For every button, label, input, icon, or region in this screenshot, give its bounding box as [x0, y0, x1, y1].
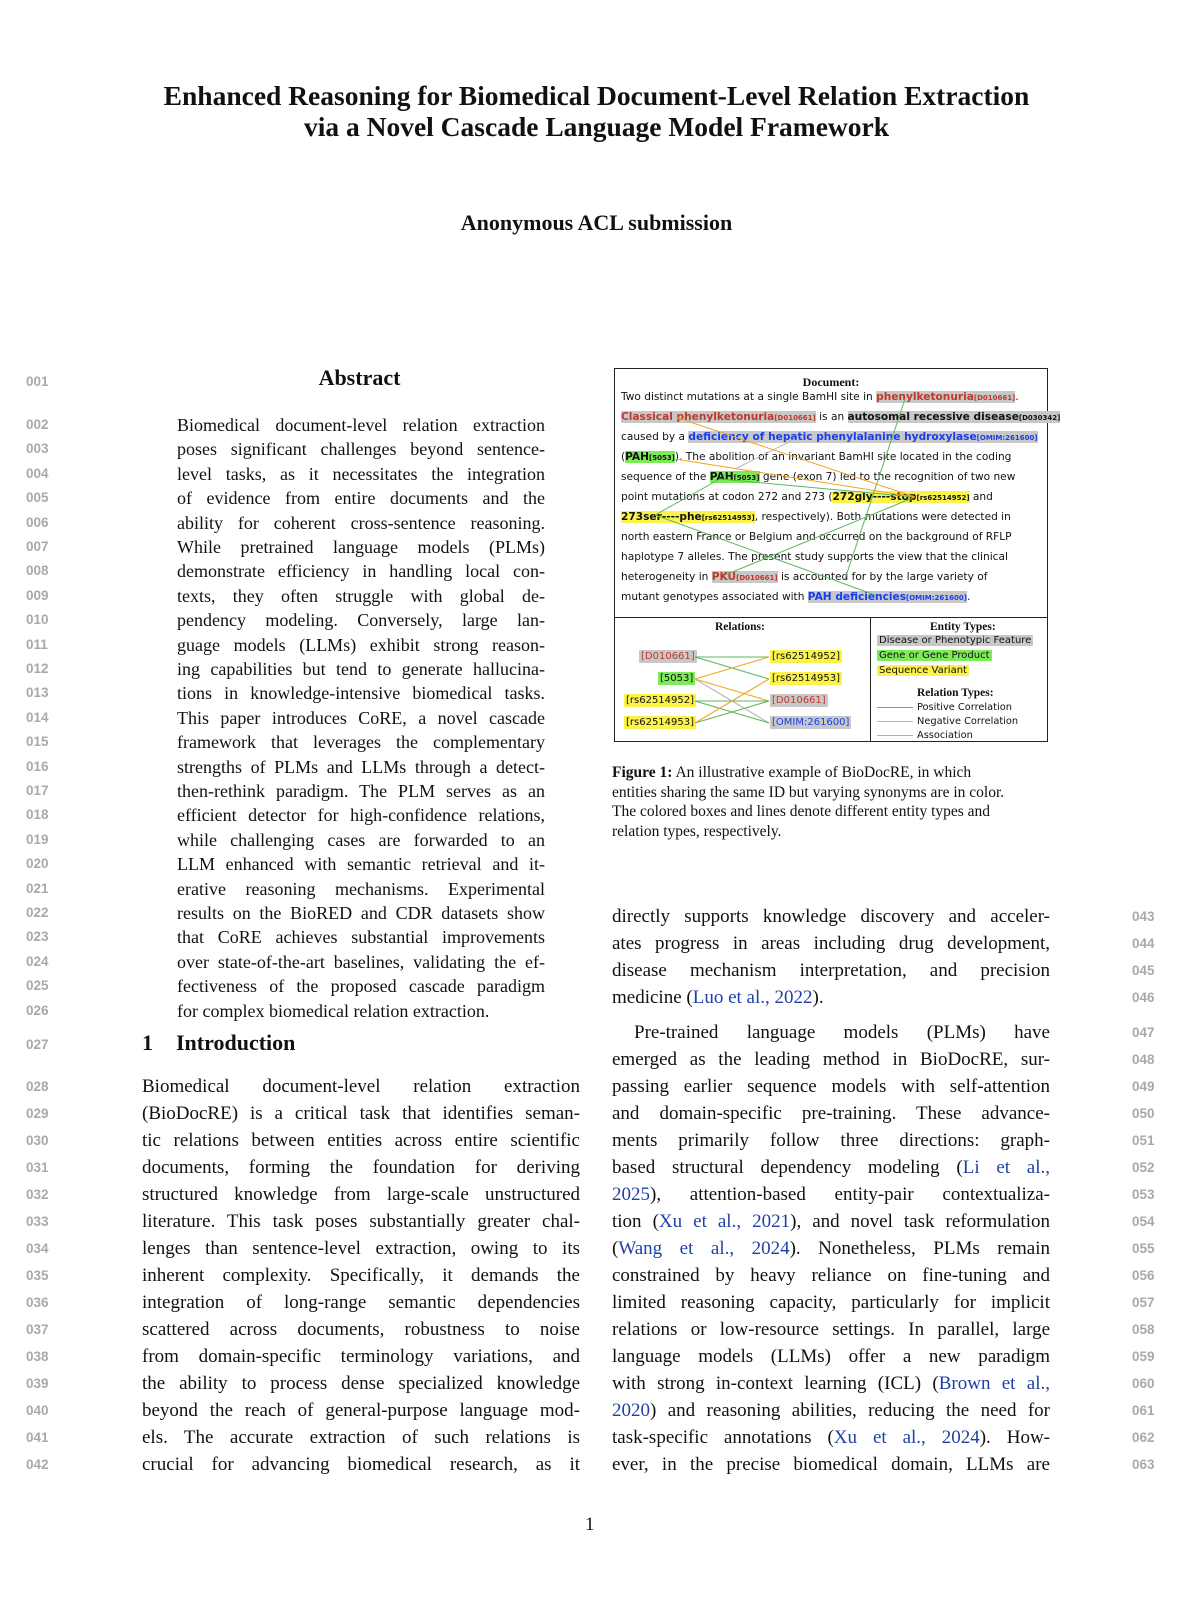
body-line: scattered across documents, robustness to noise [142, 1319, 580, 1340]
body-line: ever, in the precise biomedical domain, LLMs are [612, 1454, 1050, 1475]
citation-link[interactable]: Li et al., [962, 1157, 1051, 1178]
entity-text: PKU [711, 571, 737, 583]
citation-link[interactable]: Wang et al., 2024 [618, 1238, 790, 1259]
line-number: 030 [26, 1133, 49, 1148]
figure-1 [614, 368, 1061, 742]
body-text: ), attention-based entity-pair contextualiza- [650, 1184, 1050, 1205]
body-line: ates progress in areas including drug development, [612, 933, 1050, 954]
line-number: 028 [26, 1079, 49, 1094]
line-number: 015 [26, 734, 49, 750]
doc-line: north eastern France or Belgium and occurred on the background of RFLP [621, 531, 1012, 543]
citation-link[interactable]: Luo et al., 2022 [692, 987, 813, 1008]
page-number: 1 [585, 1514, 595, 1535]
line-number: 020 [26, 856, 49, 872]
body-line: integration of long-range semantic dependencies [142, 1292, 580, 1313]
line-number: 043 [1132, 909, 1155, 924]
caption-text: The colored boxes and lines denote different entity types and [612, 803, 991, 820]
line-number: 034 [26, 1241, 49, 1256]
line-number: 061 [1132, 1403, 1155, 1418]
line-number: 031 [26, 1160, 49, 1175]
relation-node-right: [rs62514952] [772, 651, 841, 662]
abstract-line: pendency modeling. Conversely, large lan- [177, 610, 545, 631]
abstract-line: ability for coherent cross-sentence reasoning. [177, 512, 545, 533]
entity-text: phenylketonuria [876, 391, 974, 403]
section-title: Introduction [176, 1030, 296, 1055]
line-number: 047 [1132, 1025, 1155, 1040]
line-number: 051 [1132, 1133, 1155, 1148]
line-number: 014 [26, 709, 49, 725]
doc-text: is an [815, 411, 848, 423]
abstract-line: LLM enhanced with semantic retrieval and it- [177, 854, 545, 875]
entity-disease [876, 391, 1015, 403]
relation-node-left: [rs62514952] [626, 695, 695, 706]
caption-text: entities sharing the same ID but varying synonyms are in color. [612, 783, 1005, 801]
body-line: (BioDocRE) is a critical task that identifies seman- [142, 1103, 580, 1124]
abstract-line: poses significant challenges beyond sentence- [177, 439, 545, 460]
line-number: 055 [1132, 1241, 1155, 1256]
line-number: 044 [1132, 936, 1155, 951]
entity-id: [D010661] [973, 394, 1016, 402]
entity-id: [D010661] [774, 414, 816, 422]
abstract-line: for complex biomedical relation extraction. [177, 1000, 490, 1021]
entity-types-heading: Entity Types: [930, 621, 996, 633]
doc-text: . [1015, 391, 1019, 403]
doc-line: haplotype 7 alleles. The present study supports the view that the clinical [621, 551, 1008, 563]
abstract-line: ing capabilities but tend to generate hallucina- [177, 659, 545, 679]
doc-line [621, 507, 1041, 528]
figure-divider [615, 617, 1047, 618]
abstract-line: efficient detector for high-confidence relations, [177, 805, 545, 826]
line-number: 008 [26, 563, 49, 579]
line-number: 054 [1132, 1214, 1155, 1229]
line-number: 007 [26, 539, 49, 554]
body-line: the ability to process dense specialized knowledge [142, 1373, 580, 1394]
line-number: 001 [26, 374, 49, 389]
abstract-line: level tasks, as it necessitates the integration [177, 463, 545, 484]
relation-node-left: [rs62514953] [626, 717, 695, 728]
line-number: 027 [26, 1037, 49, 1052]
body-text: tion ( [612, 1211, 659, 1232]
doc-text: heterogeneity in [621, 571, 712, 583]
entity-text: 273ser----phe [621, 511, 702, 523]
caption-text: An illustrative example of BioDocRE, in which [675, 764, 972, 781]
figure-caption [612, 763, 1052, 841]
body-line: Pre-trained language models (PLMs) have [634, 1022, 1050, 1043]
entity-variant [832, 491, 969, 503]
abstract-line: fectiveness of the proposed cascade paradigm [177, 976, 545, 997]
body-line: Biomedical document-level relation extraction [142, 1076, 580, 1097]
entity-id: [rs62514953] [701, 514, 755, 522]
line-number: 005 [26, 490, 49, 506]
body-line: beyond the reach of general-purpose language mod- [142, 1400, 580, 1421]
entity-id: [OMIM:261600] [906, 594, 967, 602]
line-number: 039 [26, 1376, 49, 1391]
body-line: from domain-specific terminology variations, and [142, 1346, 580, 1367]
body-line [612, 1370, 1050, 1397]
relation-type-association [877, 730, 973, 741]
line-number: 048 [1132, 1052, 1155, 1067]
line-number: 016 [26, 758, 49, 774]
line-number: 042 [26, 1457, 49, 1472]
line-number: 035 [26, 1268, 49, 1283]
abstract-line: framework that leverages the complementary [177, 732, 545, 753]
line-number: 012 [26, 661, 49, 676]
section-heading-introduction [142, 1030, 295, 1056]
doc-text: . [966, 591, 971, 603]
abstract-line: of evidence from entire documents and the [177, 488, 545, 509]
entity-type-variant: Sequence Variant [879, 665, 967, 676]
entity-text: autosomal recessive disease [847, 411, 1019, 423]
doc-text: caused by a [621, 431, 689, 443]
body-line [612, 1235, 1050, 1262]
citation-link[interactable]: Xu et al., 2024 [833, 1427, 980, 1448]
line-number: 010 [26, 612, 49, 628]
body-line: documents, forming the foundation for deriving [142, 1157, 580, 1178]
line-number: 029 [26, 1106, 49, 1121]
body-line: emerged as the leading method in BioDocRE, sur- [612, 1049, 1050, 1070]
relation-node-left: [5053] [660, 673, 694, 684]
entity-disease [808, 591, 967, 603]
abstract-line: that CoRE achieves substantial improvements [177, 927, 545, 948]
line-number: 011 [26, 636, 48, 652]
abstract-line: strengths of PLMs and LLMs through a detect- [177, 756, 545, 777]
body-line: crucial for advancing biomedical research, as it [142, 1454, 580, 1475]
entity-disease [621, 411, 816, 423]
body-line: disease mechanism interpretation, and precision [612, 960, 1050, 981]
line-number: 046 [1132, 990, 1155, 1005]
doc-text: ( [621, 451, 626, 463]
negative-arrow-icon [877, 721, 913, 722]
body-line: inherent complexity. Specifically, it demands the [142, 1265, 580, 1286]
body-text: ). [812, 987, 824, 1008]
body-text: ( [612, 1238, 619, 1259]
doc-text: mutant genotypes associated with [621, 591, 808, 603]
doc-text: point mutations at codon 272 and 273 ( [621, 491, 833, 503]
document-heading: Document: [802, 375, 860, 389]
doc-text: ). The abolition of an invariant BamHI site located in the coding [674, 451, 1012, 463]
entity-text: PAH [625, 451, 649, 463]
line-number: 002 [26, 417, 49, 432]
relation-node-left: [D010661] [641, 651, 695, 662]
relation-node-right: [OMIM:261600] [772, 717, 850, 728]
abstract-line: texts, they often struggle with global de- [177, 585, 545, 606]
body-text: task-specific annotations ( [612, 1427, 834, 1448]
body-line [612, 1424, 1050, 1451]
abstract-line: while challenging cases are forwarded to an [177, 829, 545, 850]
section-number: 1 [142, 1030, 153, 1055]
relation-type-positive [877, 702, 1012, 713]
line-number: 040 [26, 1403, 49, 1418]
entity-id: [5053] [649, 454, 675, 462]
relation-node-right: [D010661] [772, 695, 826, 706]
entity-id: [D010661] [736, 574, 778, 582]
body-text: with strong in-context learning (ICL) ( [612, 1373, 939, 1394]
entity-gene [625, 451, 675, 463]
relation-types-heading: Relation Types: [917, 687, 994, 699]
line-number: 024 [26, 953, 49, 969]
line-number: 062 [1132, 1430, 1155, 1445]
title-line-2: via a Novel Cascade Language Model Framework [303, 111, 890, 142]
body-line: constrained by heavy reliance on fine-tuning and [612, 1265, 1050, 1286]
line-number: 023 [26, 929, 49, 945]
body-text: based structural dependency modeling ( [612, 1157, 963, 1178]
caption-text: relation types, respectively. [612, 822, 782, 840]
line-number: 017 [26, 783, 49, 798]
relation-type-label: Association [917, 730, 973, 741]
doc-text: , respectively). Both mutations were detected in [754, 511, 1011, 523]
doc-text: gene (exon 7) led to the recognition of two new [759, 471, 1016, 483]
body-line: limited reasoning capacity, particularly for implicit [612, 1292, 1050, 1313]
line-number: 018 [26, 807, 49, 823]
body-line [612, 984, 1050, 1011]
authors: Anonymous ACL submission [460, 210, 733, 235]
line-number: 050 [1132, 1106, 1155, 1121]
citation-link[interactable]: Xu et al., 2021 [658, 1211, 791, 1232]
association-arrow-icon [877, 735, 913, 736]
body-line: literature. This task poses substantially greater chal- [142, 1211, 580, 1232]
line-number: 058 [1132, 1322, 1155, 1337]
entity-id: [5053] [733, 474, 760, 482]
entity-text: PAH deficiencies [807, 591, 907, 603]
body-text: ) and reasoning abilities, reducing the need for [650, 1400, 1050, 1421]
positive-arrow-icon [877, 707, 913, 708]
abstract-line: results on the BioRED and CDR datasets show [177, 903, 545, 923]
body-text: medicine ( [612, 987, 693, 1008]
line-number: 053 [1132, 1187, 1155, 1202]
line-number: 006 [26, 514, 49, 530]
line-number: 036 [26, 1295, 49, 1310]
line-number: 038 [26, 1349, 49, 1364]
body-line [612, 1208, 1050, 1235]
doc-line [621, 387, 1041, 408]
body-line: structured knowledge from large-scale unstructured [142, 1184, 580, 1205]
doc-line [621, 487, 1041, 508]
body-line: passing earlier sequence models with self-attention [612, 1076, 1050, 1097]
line-number: 052 [1132, 1160, 1155, 1175]
body-text: ). How- [979, 1427, 1050, 1448]
body-text: ), and novel task reformulation [790, 1211, 1050, 1232]
doc-text: sequence of the [621, 471, 710, 483]
doc-line [621, 407, 1061, 428]
line-number: 045 [1132, 963, 1155, 978]
entity-disease [848, 411, 1061, 423]
line-number: 026 [26, 1002, 49, 1018]
line-number: 041 [26, 1430, 49, 1445]
doc-line [621, 467, 1041, 488]
line-number: 032 [26, 1187, 49, 1202]
abstract-line: Biomedical document-level relation extraction [177, 415, 545, 435]
citation-link[interactable]: 2020 [612, 1400, 650, 1421]
entity-id: [OMIM:261600] [976, 434, 1038, 442]
entity-text: deficiency of hepatic phenylalanine hydroxylase [688, 431, 977, 443]
line-number: 025 [26, 978, 49, 994]
entity-variant [621, 511, 755, 523]
body-line: and domain-specific pre-training. These advance- [612, 1103, 1050, 1124]
body-line [612, 1181, 1050, 1208]
figure-vertical-divider [870, 617, 871, 741]
caption-label: Figure 1: [612, 764, 673, 781]
line-number: 003 [26, 441, 49, 457]
relation-type-label: Positive Correlation [917, 702, 1012, 713]
entity-type-disease: Disease or Phenotypic Feature [879, 635, 1032, 646]
doc-text: and [969, 491, 993, 503]
entity-disease [688, 431, 1037, 443]
entity-text: PAH [709, 471, 734, 483]
line-number: 033 [26, 1214, 49, 1229]
abstract-heading: Abstract [318, 365, 401, 390]
body-line [612, 1397, 1050, 1424]
body-line: language models (LLMs) offer a new paradigm [612, 1346, 1050, 1367]
abstract-line: tions in knowledge-intensive biomedical tasks. [177, 683, 545, 704]
abstract-line: This paper introduces CoRE, a novel cascade [177, 707, 545, 728]
line-number: 063 [1132, 1457, 1155, 1472]
line-number: 009 [26, 587, 49, 603]
doc-line [621, 587, 1041, 608]
relations-heading: Relations: [715, 621, 765, 633]
doc-line [621, 567, 1041, 588]
doc-line [621, 427, 1041, 448]
abstract-line: over state-of-the-art baselines, validating the ef- [177, 951, 545, 972]
body-text: ). Nonetheless, PLMs remain [789, 1238, 1050, 1259]
doc-text: Two distinct mutations at a single BamHI site in [621, 391, 877, 403]
line-number: 004 [26, 465, 49, 481]
entity-gene [710, 471, 760, 483]
abstract-line: erative reasoning mechanisms. Experimental [177, 878, 545, 899]
entity-disease [712, 571, 778, 583]
body-line: lenges than sentence-level extraction, owing to its [142, 1238, 580, 1259]
body-line: tic relations between entities across entire scientific [142, 1130, 580, 1151]
abstract-line: then-rethink paradigm. The PLM serves as an [177, 781, 545, 801]
entity-type-gene: Gene or Gene Product [879, 650, 990, 661]
line-number: 013 [26, 685, 49, 701]
body-line: els. The accurate extraction of such relations is [142, 1427, 580, 1448]
relation-node-right: [rs62514953] [772, 673, 841, 684]
body-line: directly supports knowledge discovery and acceler- [612, 906, 1050, 927]
line-number: 022 [26, 905, 49, 920]
line-number: 037 [26, 1322, 49, 1337]
abstract-line: While pretrained language models (PLMs) [177, 537, 545, 557]
line-number: 059 [1132, 1349, 1155, 1364]
line-number: 056 [1132, 1268, 1155, 1283]
doc-text: is accounted for by the large variety of [777, 571, 988, 583]
entity-text: 272gly----stop [832, 491, 917, 503]
abstract-line: guage models (LLMs) exhibit strong reason- [177, 634, 545, 655]
body-line: relations or low-resource settings. In parallel, large [612, 1319, 1050, 1340]
citation-link[interactable]: 2025 [612, 1184, 650, 1205]
paper-title [100, 80, 1093, 142]
doc-line [621, 447, 1041, 468]
body-line: ments primarily follow three directions: graph- [612, 1130, 1050, 1151]
entity-id: [D030342] [1018, 414, 1061, 422]
abstract-line: demonstrate efficiency in handling local con- [177, 561, 545, 582]
body-line [612, 1154, 1050, 1181]
line-number: 060 [1132, 1376, 1155, 1391]
title-line-1: Enhanced Reasoning for Biomedical Document-Level Relation Extraction [163, 80, 1030, 111]
line-number: 019 [26, 831, 49, 847]
entity-text: Classical phenylketonuria [621, 411, 775, 423]
entity-id: [rs62514952] [916, 494, 970, 502]
relation-type-negative [877, 716, 1018, 727]
citation-link[interactable]: Brown et al., [938, 1373, 1050, 1394]
line-number: 049 [1132, 1079, 1155, 1094]
line-number: 021 [26, 880, 49, 896]
relation-type-label: Negative Correlation [917, 716, 1019, 727]
line-number: 057 [1132, 1295, 1155, 1310]
